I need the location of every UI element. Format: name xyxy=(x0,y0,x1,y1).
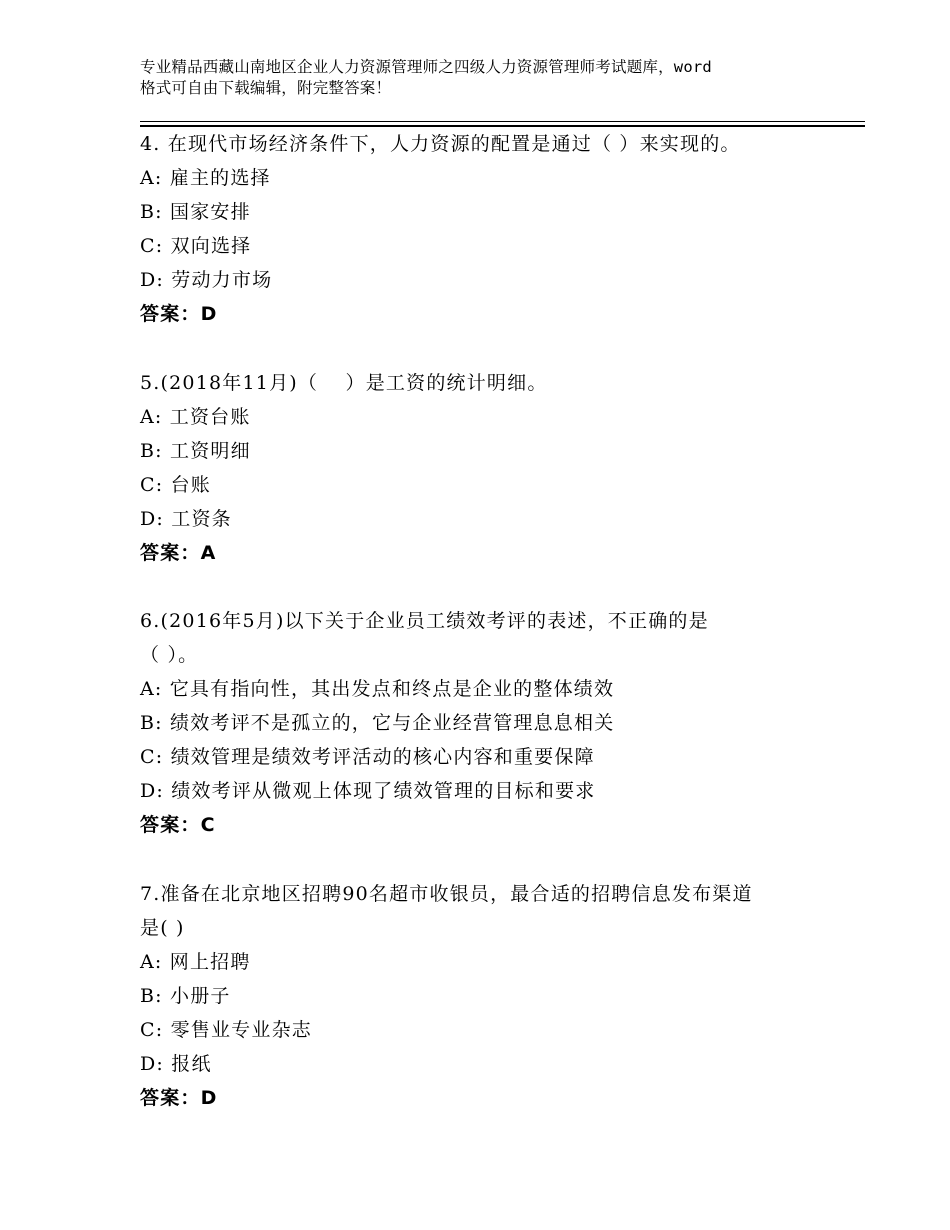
header-divider-thin xyxy=(140,121,865,122)
option-c: C: 台账 xyxy=(140,474,211,496)
question-4 xyxy=(140,127,840,331)
option-d: D: 报纸 xyxy=(140,1053,212,1075)
option-d: D: 工资条 xyxy=(140,508,232,530)
option-b: B: 小册子 xyxy=(140,985,231,1007)
document-header xyxy=(140,57,830,99)
answer: 答案：C xyxy=(140,814,216,836)
option-a: A: 它具有指向性，其出发点和终点是企业的整体绩效 xyxy=(140,678,615,700)
option-c: C: 双向选择 xyxy=(140,235,252,257)
question-stem: 4. 在现代市场经济条件下，人力资源的配置是通过（ ）来实现的。 xyxy=(140,133,741,155)
option-b: B: 绩效考评不是孤立的，它与企业经营管理息息相关 xyxy=(140,712,615,734)
option-b: B: 工资明细 xyxy=(140,440,251,462)
question-7 xyxy=(140,877,840,1115)
question-stem-line-1: 6.(2016年5月)以下关于企业员工绩效考评的表述，不正确的是 xyxy=(140,610,709,632)
question-stem: 5.(2018年11月)（ ）是工资的统计明细。 xyxy=(140,372,548,394)
option-c: C: 绩效管理是绩效考评活动的核心内容和重要保障 xyxy=(140,746,595,768)
answer: 答案：D xyxy=(140,1087,218,1109)
header-line-1: 专业精品西藏山南地区企业人力资源管理师之四级人力资源管理师考试题库，word xyxy=(140,58,712,76)
option-d: D: 绩效考评从微观上体现了绩效管理的目标和要求 xyxy=(140,780,596,802)
question-6 xyxy=(140,604,840,842)
header-line-2: 格式可自由下载编辑，附完整答案！ xyxy=(140,79,392,97)
question-stem-line-2: 是( ) xyxy=(140,917,185,939)
question-stem-line-1: 7.准备在北京地区招聘90名超市收银员，最合适的招聘信息发布渠道 xyxy=(140,883,753,905)
question-stem-line-2: （ ）。 xyxy=(140,644,199,666)
question-5 xyxy=(140,366,840,570)
option-c: C: 零售业专业杂志 xyxy=(140,1019,312,1041)
option-a: A: 网上招聘 xyxy=(140,951,251,973)
answer: 答案：D xyxy=(140,303,218,325)
option-a: A: 雇主的选择 xyxy=(140,167,271,189)
option-b: B: 国家安排 xyxy=(140,201,251,223)
option-a: A: 工资台账 xyxy=(140,406,251,428)
answer: 答案：A xyxy=(140,542,217,564)
option-d: D: 劳动力市场 xyxy=(140,269,273,291)
